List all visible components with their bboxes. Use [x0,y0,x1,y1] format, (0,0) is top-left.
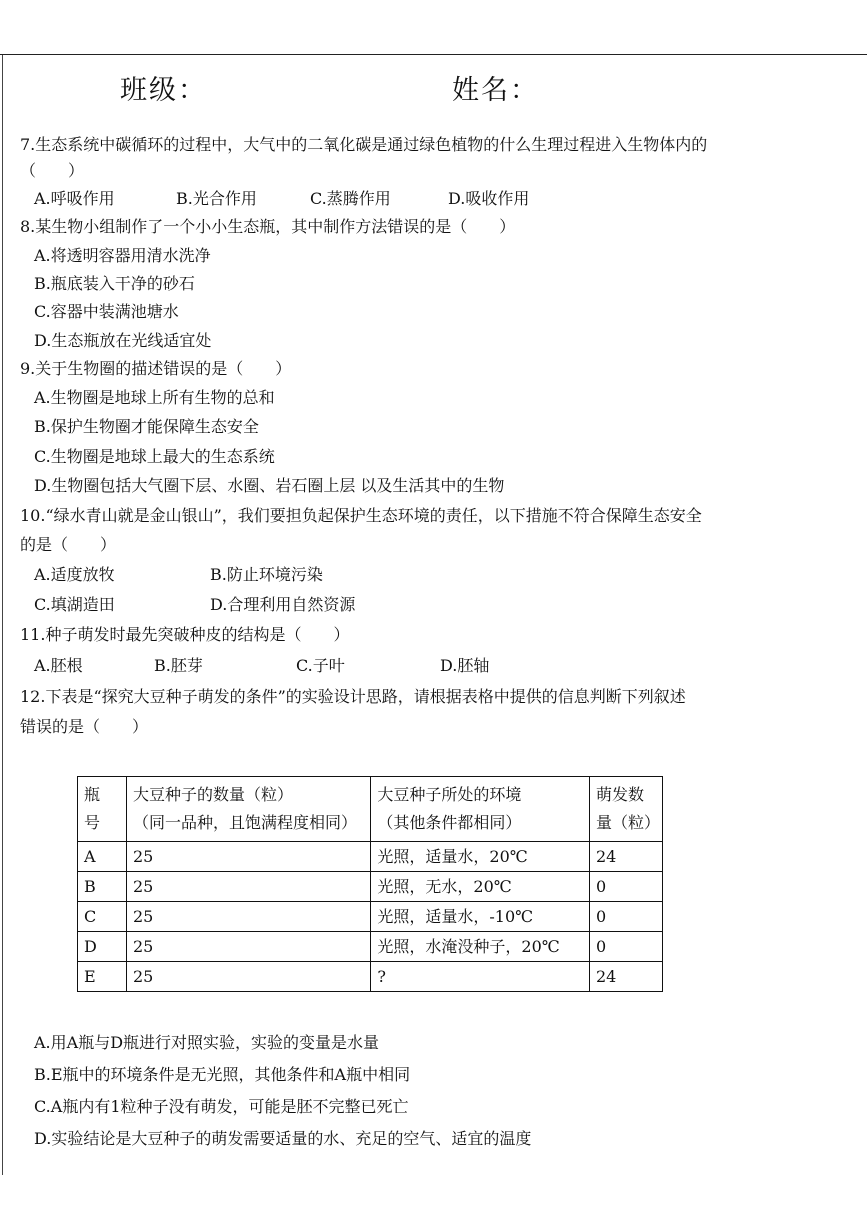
q8-stem: 8.某生物小组制作了一个小小生态瓶，其中制作方法错误的是（ ） [20,217,516,236]
q8-option-d: D.生态瓶放在光线适宜处 [34,331,212,350]
cell-seed-count: 25 [126,842,370,872]
cell-germinated: 0 [590,872,663,902]
q12-option-d: D.实验结论是大豆种子的萌发需要适量的水、充足的空气、适宜的温度 [34,1129,532,1148]
q7-stem-line1: 7.生态系统中碳循环的过程中，大气中的二氧化碳是通过绿色植物的什么生理过程进入生物体内的 [20,135,708,154]
q11-stem: 11.种子萌发时最先突破种皮的结构是（ ） [20,625,350,644]
table-row [78,842,663,872]
q7-option-c: C.蒸腾作用 [310,189,391,208]
q8-option-b: B.瓶底装入干净的砂石 [34,274,195,293]
cell-germinated: 24 [590,842,663,872]
cell-bottle: A [78,842,127,872]
q7-stem-line2: （ ） [20,161,85,180]
cell-environment: ? [371,962,590,992]
cell-germinated: 24 [590,962,663,992]
table-row [78,872,663,902]
table-row [78,902,663,932]
q8-option-a: A.将透明容器用清水洗净 [34,246,211,265]
cell-environment: 光照，适量水，20℃ [371,842,590,872]
cell-bottle: B [78,872,127,902]
q12-option-c: C.A瓶内有1粒种子没有萌发，可能是胚不完整已死亡 [34,1097,409,1116]
q9-option-c: C.生物圈是地球上最大的生态系统 [34,447,275,466]
q10-option-a: A.适度放牧 [34,565,115,584]
q12-stem-line1: 12.下表是“探究大豆种子萌发的条件”的实验设计思路，请根据表格中提供的信息判断下列叙述 [20,687,686,706]
q12-stem-line2: 错误的是（ ） [20,717,149,736]
q10-stem-line1: 10.“绿水青山就是金山银山”，我们要担负起保护生态环境的责任，以下措施不符合保障生态安全 [20,506,702,525]
table-header-row [78,777,663,842]
cell-bottle: E [78,962,127,992]
q10-option-c: C.填湖造田 [34,595,115,614]
class-label: 班级： [120,75,207,106]
cell-seed-count: 25 [126,932,370,962]
q7-option-b: B.光合作用 [176,189,257,208]
q11-option-b: B.胚芽 [154,656,203,675]
q10-stem-line2: 的是（ ） [20,535,117,554]
header-seed-count: 大豆种子的数量（粒） （同一品种，且饱满程度相同） [126,777,370,842]
name-label: 姓名： [452,75,539,106]
header-bottle: 瓶 号 [78,777,127,842]
left-border-line [2,55,3,1175]
header-germinated: 萌发数 量（粒） [590,777,663,842]
cell-seed-count: 25 [126,872,370,902]
cell-seed-count: 25 [126,962,370,992]
cell-environment: 光照，适量水，-10℃ [371,902,590,932]
cell-bottle: C [78,902,127,932]
cell-environment: 光照，水淹没种子，20℃ [371,932,590,962]
q8-option-c: C.容器中装满池塘水 [34,302,179,321]
header-environment: 大豆种子所处的环境 （其他条件都相同） [371,777,590,842]
top-border-line [0,54,867,55]
cell-germinated: 0 [590,902,663,932]
q9-stem: 9.关于生物圈的描述错误的是（ ） [20,359,292,378]
q11-option-a: A.胚根 [34,656,83,675]
cell-bottle: D [78,932,127,962]
q7-option-a: A.呼吸作用 [34,189,115,208]
q7-option-d: D.吸收作用 [448,189,530,208]
q10-option-b: B.防止环境污染 [210,565,323,584]
table-row [78,962,663,992]
q9-option-b: B.保护生物圈才能保障生态安全 [34,417,259,436]
q11-option-c: C.子叶 [296,656,345,675]
q11-option-d: D.胚轴 [440,656,490,675]
q12-option-a: A.用A瓶与D瓶进行对照实验，实验的变量是水量 [34,1033,380,1052]
q12-option-b: B.E瓶中的环境条件是无光照，其他条件和A瓶中相同 [34,1065,411,1084]
experiment-table [77,776,663,992]
q9-option-a: A.生物圈是地球上所有生物的总和 [34,388,275,407]
cell-germinated: 0 [590,932,663,962]
cell-seed-count: 25 [126,902,370,932]
q10-option-d: D.合理利用自然资源 [210,595,356,614]
cell-environment: 光照，无水，20℃ [371,872,590,902]
table-row [78,932,663,962]
q9-option-d: D.生物圈包括大气圈下层、水圈、岩石圈上层 以及生活其中的生物 [34,476,505,495]
